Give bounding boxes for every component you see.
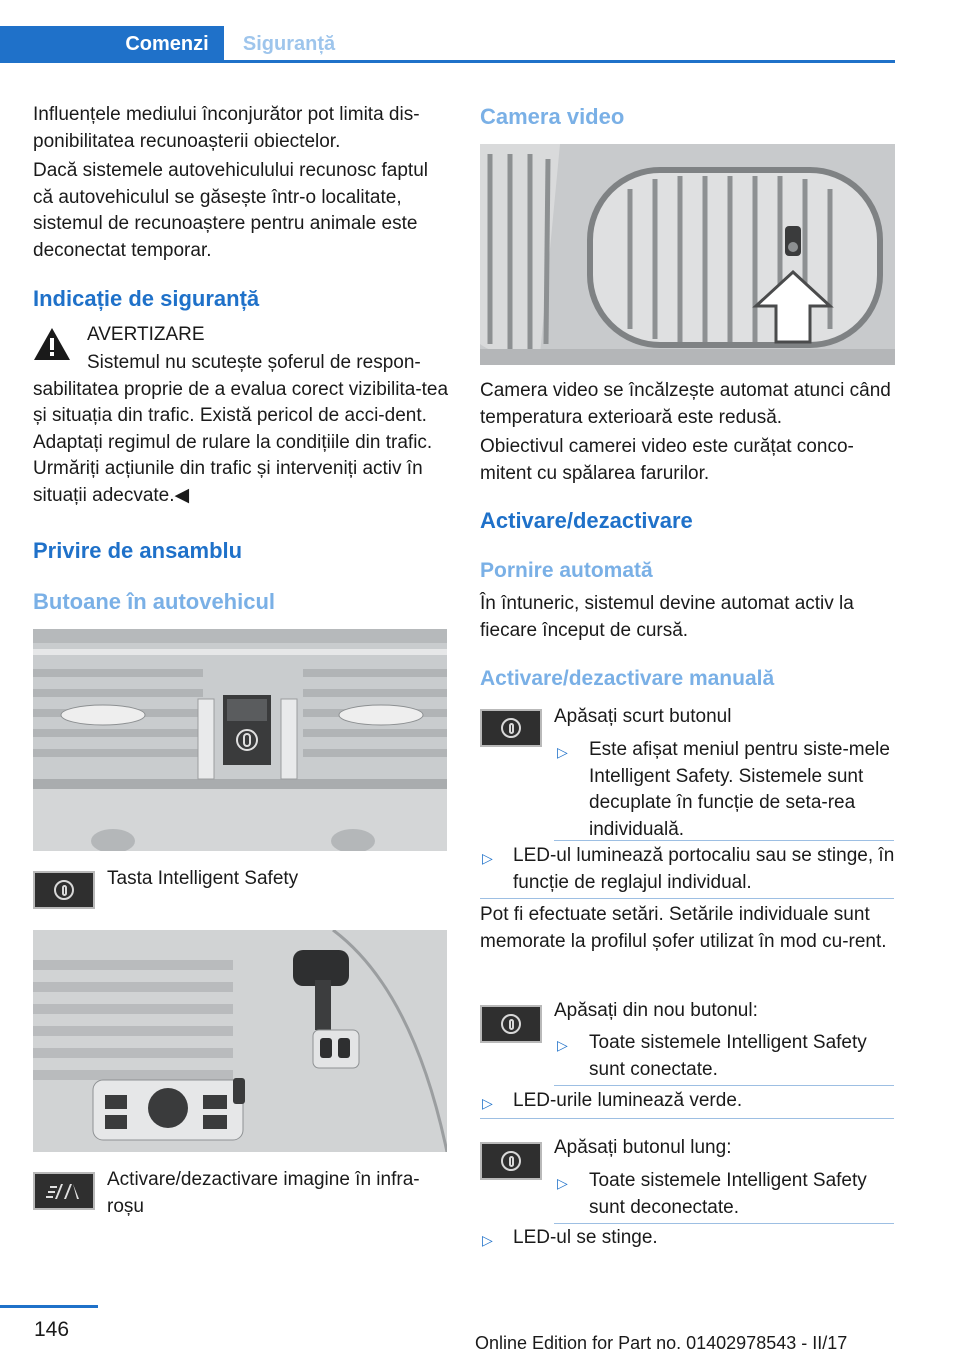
paragraph-camera-heating: Camera video se încălzește automat atunci când temperatura exterioară este redusă. bbox=[480, 380, 891, 428]
intelligent-safety-button-icon bbox=[480, 1005, 542, 1043]
step3-instruction: Apăsați butonul lung: bbox=[554, 1137, 732, 1158]
warning-label: AVERTIZARE bbox=[87, 324, 205, 345]
paragraph-locality: Dacă sistemele autovehiculului recunosc faptul că autovehiculul se găsește într‐o localitate, sistemul de recunoaștere pentru animale este deconectat temporar. bbox=[33, 160, 428, 261]
step3-list-item-systems-off: Toate sistemele Intelligent Safety sunt deconectate. bbox=[589, 1170, 867, 1218]
footer-rule bbox=[0, 1305, 98, 1308]
heading-buttons-in-vehicle: Butoane în autovehicul bbox=[33, 589, 276, 614]
step1-instruction: Apăsați scurt butonul bbox=[554, 706, 732, 727]
triangle-right-icon: ▷ bbox=[557, 1175, 568, 1191]
heading-automatic-start: Pornire automată bbox=[480, 559, 653, 582]
heading-camera: Camera video bbox=[480, 104, 625, 129]
tab-siguranta[interactable]: Siguranță bbox=[242, 32, 336, 55]
intelligent-safety-button-icon bbox=[33, 871, 95, 909]
caption-intelligent-safety: Tasta Intelligent Safety bbox=[107, 868, 299, 889]
triangle-right-icon: ▷ bbox=[482, 1232, 493, 1248]
step2-list-item-systems-on: Toate sistemele Intelligent Safety sunt conectate. bbox=[589, 1032, 867, 1080]
step2-instruction: Apăsați din nou butonul: bbox=[554, 1000, 758, 1021]
triangle-right-icon: ▷ bbox=[482, 850, 493, 866]
triangle-right-icon: ▷ bbox=[557, 744, 568, 760]
dashboard-buttons-image bbox=[33, 629, 447, 851]
list-separator bbox=[554, 1223, 894, 1224]
intelligent-safety-button-icon bbox=[480, 1142, 542, 1180]
step1-list-item-led: LED‐ul luminează portocaliu sau se stinge, în funcție de reglajul individual. bbox=[513, 845, 895, 893]
caption-infrared: Activare/dezactivare imagine în infra‐roșu bbox=[107, 1169, 420, 1217]
paragraph-environment: Influențele mediului înconjurător pot limita dis‐ponibilitatea recunoașterii obiectelor. bbox=[33, 104, 420, 152]
page-number: 146 bbox=[34, 1318, 70, 1341]
header-rule bbox=[0, 60, 895, 63]
intelligent-safety-button-icon bbox=[480, 709, 542, 747]
paragraph-automatic-start: În întuneric, sistemul devine automat activ la fiecare început de cursă. bbox=[480, 593, 854, 641]
tab-comenzi[interactable]: Comenzi bbox=[110, 26, 224, 62]
heading-activation: Activare/dezactivare bbox=[480, 508, 693, 533]
list-separator bbox=[480, 1118, 894, 1119]
heading-safety-note: Indicație de siguranță bbox=[33, 286, 260, 311]
step3-list-item-led-off: LED‐ul se stinge. bbox=[513, 1227, 658, 1248]
list-separator bbox=[554, 840, 894, 841]
paragraph-camera-cleaning: Obiectivul camerei video este curățat conco‐mitent cu spălarea farurilor. bbox=[480, 436, 854, 484]
triangle-right-icon: ▷ bbox=[557, 1037, 568, 1053]
warning-text: Sistemul nu scutește șoferul de respon‐sabilitatea proprie de a evalua corect vizibilita‐tea și situația din trafic. Există pericol de acci‐dent. Adaptați regimul de rulare la condițiile din trafic. Urmăriți acțiunile din trafic și interveniți activ în situații adecvate.◀ bbox=[33, 352, 449, 506]
light-switch-panel-image bbox=[33, 930, 447, 1152]
infrared-night-vision-button-icon bbox=[33, 1172, 95, 1210]
edition-note: Online Edition for Part no. 01402978543 - II/17 bbox=[475, 1333, 848, 1353]
list-separator bbox=[554, 1085, 894, 1086]
list-separator bbox=[480, 898, 894, 899]
step1-list-item-menu: Este afișat meniul pentru siste‐mele Intelligent Safety. Sistemele sunt decuplate în funcție de seta‐rea individuală. bbox=[589, 739, 890, 840]
heading-overview: Privire de ansamblu bbox=[33, 538, 243, 563]
paragraph-settings: Pot fi efectuate setări. Setările individuale sunt memorate la profilul șofer utilizat în mod cu‐rent. bbox=[480, 904, 887, 952]
kidney-grille-camera-image bbox=[480, 144, 895, 365]
heading-manual-activation: Activare/dezactivare manuală bbox=[480, 667, 775, 690]
triangle-right-icon: ▷ bbox=[482, 1095, 493, 1111]
header-bar-left bbox=[0, 26, 110, 62]
step2-list-item-led-green: LED‐urile luminează verde. bbox=[513, 1090, 743, 1111]
